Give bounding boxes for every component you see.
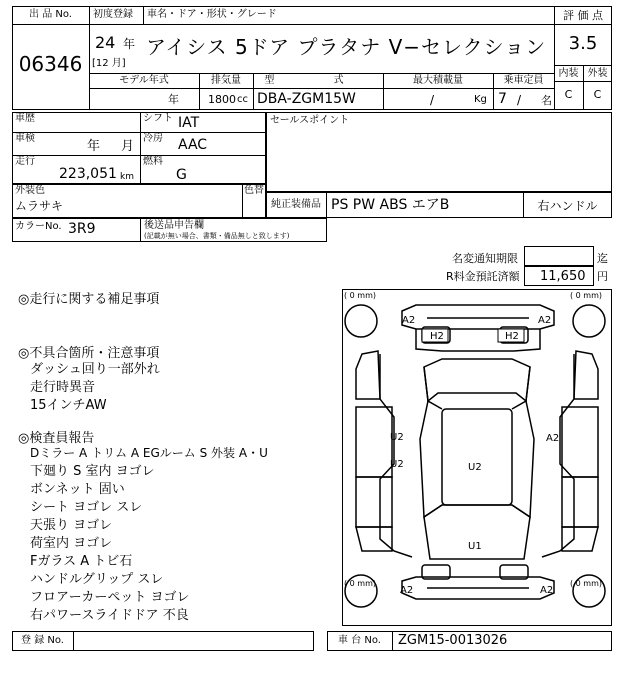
- car-diagram: [342, 289, 612, 626]
- ext-color: ムラサキ: [15, 199, 64, 213]
- shift-label: シフト: [143, 113, 173, 124]
- max-load: /: [430, 93, 435, 107]
- aftermarket-label: 後送品申告欄: [144, 220, 204, 231]
- defect-item: ダッシュ回り一部外れ: [30, 362, 160, 377]
- displacement-label: 排気量: [211, 75, 241, 86]
- mark-front-bumper-left: A2: [402, 315, 416, 326]
- lot-no: 06346: [18, 52, 83, 76]
- tire-label-rear-left: ( 0 mm): [344, 579, 377, 588]
- vehicle-type: DBA-ZGM15W: [257, 91, 356, 107]
- first-reg-label: 初度登録: [93, 9, 133, 20]
- recycle-unit: 円: [597, 270, 608, 283]
- mileage: 223,051: [59, 166, 117, 182]
- sales-point-label: セールスポイント: [270, 115, 350, 126]
- inspector-item: ハンドルグリップ スレ: [30, 572, 164, 587]
- tire-front-left-icon: [345, 305, 377, 337]
- aircon: AAC: [178, 137, 208, 153]
- inspector-item: 天張り ヨゴレ: [30, 518, 113, 533]
- tire-label-front-right: ( 0 mm): [570, 291, 603, 300]
- reg-no-label: 登 録 No.: [21, 635, 64, 646]
- mileage-unit: km: [120, 172, 134, 182]
- fuel: G: [176, 167, 187, 183]
- inspector-item: フロアーカーペット ヨゴレ: [30, 590, 190, 605]
- mark-rear-bumper-left: A2: [400, 585, 414, 596]
- tire-label-rear-right: ( 0 mm): [570, 579, 603, 588]
- capacity-unit: 名: [541, 94, 552, 107]
- ext-color-label: 外装色: [15, 185, 45, 196]
- capacity: 7: [498, 91, 507, 107]
- mark-front-left: H2: [430, 331, 444, 342]
- equipment-label: 純正装備品: [271, 199, 321, 210]
- model-year-unit: 年: [168, 93, 179, 106]
- inspection-label: 車検: [15, 133, 35, 144]
- year-unit: 年: [123, 37, 136, 51]
- type-label: 型 式: [264, 75, 372, 86]
- displacement-unit: cc: [237, 94, 248, 105]
- details-left-frame: [12, 112, 266, 184]
- tire-front-right-icon: [573, 305, 605, 337]
- mark-right-side: A2: [546, 433, 560, 444]
- name-change-unit: 迄: [597, 252, 608, 265]
- max-load-label: 最大積載量: [413, 75, 463, 86]
- car-name: アイシス 5ドア プラタナ V−セレクション: [146, 35, 547, 59]
- mark-left-front-door: U2: [390, 432, 404, 443]
- color-change-label: 色替: [244, 185, 264, 196]
- inspector-item: Dミラー A トリム A EGルーム S 外装 A・U: [30, 446, 268, 460]
- car-name-label: 車名・ドア・形状・グレード: [147, 9, 277, 20]
- capacity-label: 乗車定員: [503, 75, 544, 86]
- inspector-item: 荷室内 ヨゴレ: [30, 536, 113, 551]
- inspector-item: 右パワースライドドア 不良: [30, 608, 189, 623]
- first-reg-month: [12 月]: [92, 58, 126, 69]
- inspection-year-unit: 年: [87, 139, 101, 154]
- mark-front-right: H2: [505, 331, 519, 342]
- exterior-label: 外装: [587, 68, 608, 79]
- tire-label-front-left: ( 0 mm): [344, 291, 377, 300]
- lot-no-label: 出 品 No.: [29, 9, 72, 20]
- mark-rear-bumper-right: A2: [540, 585, 554, 596]
- defect-item: 15インチAW: [30, 398, 107, 413]
- rating: 3.5: [568, 33, 598, 54]
- inspector-item: 下廻り S 室内 ヨゴレ: [30, 464, 155, 479]
- fuel-label: 燃料: [143, 156, 163, 167]
- mark-rear-glass: U1: [468, 541, 482, 552]
- handle: 右ハンドル: [537, 199, 598, 213]
- interior-label: 内装: [558, 68, 579, 79]
- name-change-label: 名変通知期限: [452, 252, 518, 265]
- recycle-amount: 11,650: [540, 269, 586, 284]
- defects-title: ◎不具合箇所・注意事項: [18, 346, 160, 361]
- history-label: 車歴: [15, 113, 35, 124]
- shift: IAT: [178, 115, 200, 131]
- supplement-title: ◎走行に関する補足事項: [18, 292, 160, 307]
- defect-item: 走行時異音: [30, 380, 96, 395]
- mileage-label: 走行: [15, 156, 35, 167]
- capacity-sep: /: [517, 93, 522, 107]
- name-change-box: [524, 246, 594, 266]
- displacement: 1800: [208, 93, 236, 106]
- max-load-unit: Kg: [474, 94, 487, 105]
- chassis-no: ZGM15-0013026: [398, 633, 508, 648]
- mark-roof: U2: [468, 462, 482, 473]
- inspection-month-unit: 月: [121, 139, 135, 154]
- color-no: 3R9: [68, 221, 96, 237]
- color-no-label: カラーNo.: [15, 221, 62, 232]
- model-year-label: モデル年式: [119, 75, 169, 86]
- inspector-title: ◎検査員報告: [18, 431, 95, 446]
- recycle-label: R料金預託済額: [446, 270, 520, 283]
- inspector-item: シート ヨゴレ スレ: [30, 500, 143, 515]
- rating-label: 評 価 点: [563, 9, 603, 22]
- aircon-label: 冷房: [143, 133, 163, 144]
- first-reg-year: 24: [95, 33, 116, 52]
- interior-grade: C: [564, 88, 573, 101]
- chassis-label: 車 台 No.: [338, 635, 381, 646]
- aftermarket-note: (記載が無い場合、書類・備品無しと致します): [144, 232, 290, 240]
- mark-front-bumper-right: A2: [538, 315, 552, 326]
- mark-left-rear-door: U2: [390, 459, 404, 470]
- inspector-item: ボンネット 固い: [30, 482, 125, 497]
- exterior-grade: C: [593, 88, 602, 101]
- inspector-item: Fガラス A トビ石: [30, 554, 133, 569]
- equipment: PS PW ABS エアB: [331, 197, 450, 213]
